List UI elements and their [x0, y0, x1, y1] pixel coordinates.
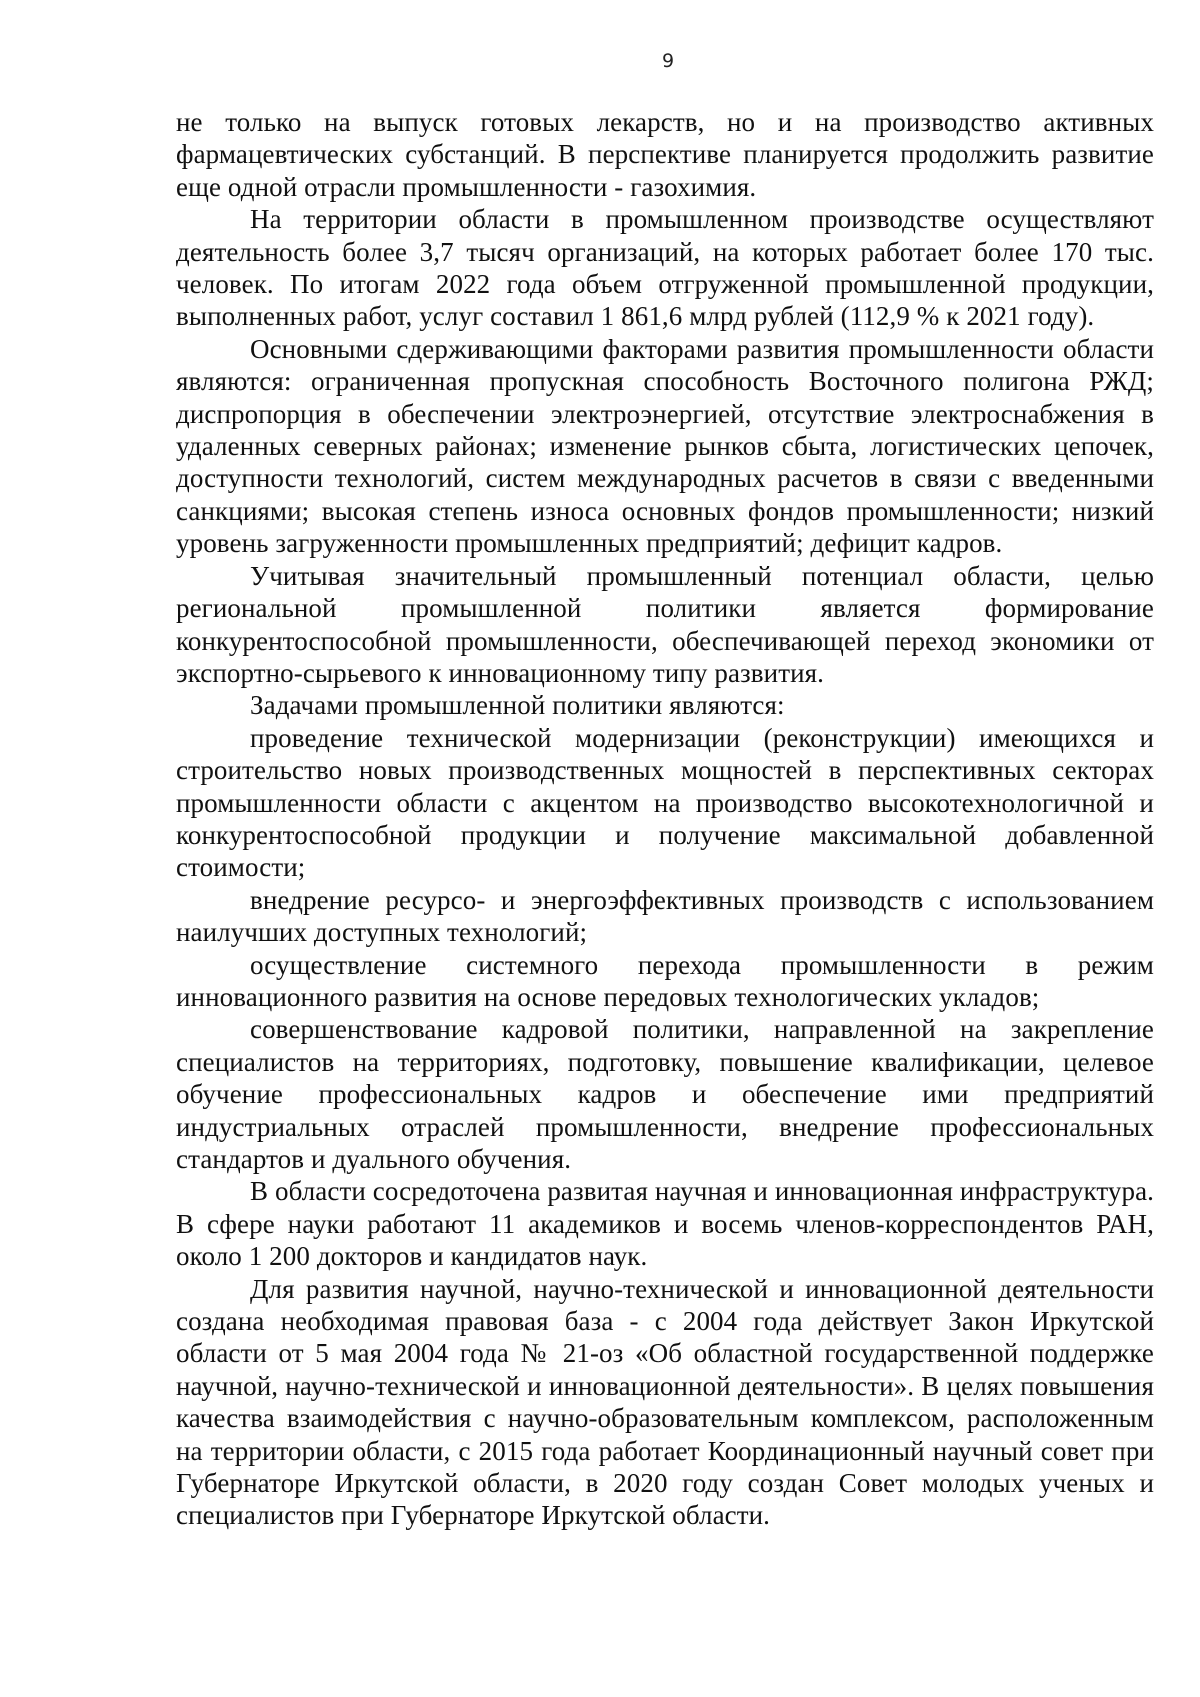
paragraph: Учитывая значительный промышленный потенциал области, целью региональной промышленной политики является формирование конкурентоспособной промышленности, обеспечивающей переход экономики от экспортно-сырьевого к инновационному типу развития. — [176, 560, 1154, 688]
paragraph: Для развития научной, научно-технической и инновационной деятельности создана необходимая правовая база - с 2004 года действует Закон Иркутской области от 5 мая 2004 года № 21-оз «Об областной государственной поддержке научной, научно-технической и инновационной деятельности». В целях повышения качества взаимодействия с научно-образовательным комплексом, расположенным на территории области, с 2015 года работает Координационный научный совет при Губернаторе Иркутской области, в 2020 году создан Совет молодых ученых и специалистов при Губернаторе Иркутской области. — [176, 1273, 1154, 1531]
paragraph: В области сосредоточена развитая научная и инновационная инфраструктура. В сфере науки работают 11 академиков и восемь членов-корреспондентов РАН, около 1 200 докторов и кандидатов наук. — [176, 1176, 1154, 1272]
page-number: 9 — [661, 50, 675, 72]
paragraph: осуществление системного перехода промышленности в режим инновационного развития на основе передовых технологических укладов; — [176, 949, 1154, 1012]
paragraph: не только на выпуск готовых лекарств, но и на производство активных фармацевтических субстанций. В перспективе планируется продолжить развитие еще одной отрасли промышленности - газохимия. — [176, 107, 1154, 202]
paragraph: Основными сдерживающими факторами развития промышленности области являются: ограниченная пропускная способность Восточного полигона РЖД; диспропорция в обеспечении электроэнергией, отсутствие электроснабжения в удаленных северных районах; изменение рынков сбыта, логистических цепочек, доступности технологий, систем международных расчетов в связи с введенными санкциями; высокая степень износа основных фондов промышленности; низкий уровень загруженности промышленных предприятий; дефицит кадров. — [176, 333, 1154, 559]
paragraph: Задачами промышленной политики являются: — [250, 690, 785, 721]
paragraph: внедрение ресурсо- и энергоэффективных производств с использованием наилучших доступных технологий; — [176, 884, 1154, 948]
paragraph: проведение технической модернизации (реконструкции) имеющихся и строительство новых производственных мощностей в перспективных секторах промышленности области с акцентом на производство высокотехнологичной и конкурентоспособной продукции и получение максимальной добавленной стоимости; — [176, 722, 1154, 883]
paragraph: На территории области в промышленном производстве осуществляют деятельность более 3,7 тысяч организаций, на которых работает более 170 тыс. человек. По итогам 2022 года объем отгруженной промышленной продукции, выполненных работ, услуг составил 1 861,6 млрд рублей (112,9 % к 2021 году). — [176, 204, 1154, 332]
paragraph: совершенствование кадровой политики, направленной на закрепление специалистов на территориях, подготовку, повышение квалификации, целевое обучение профессиональных кадров и обеспечение ими предприятий индустриальных отраслей промышленности, внедрение профессиональных стандартов и дуального обучения. — [176, 1014, 1154, 1174]
document-body — [176, 106, 1154, 1532]
